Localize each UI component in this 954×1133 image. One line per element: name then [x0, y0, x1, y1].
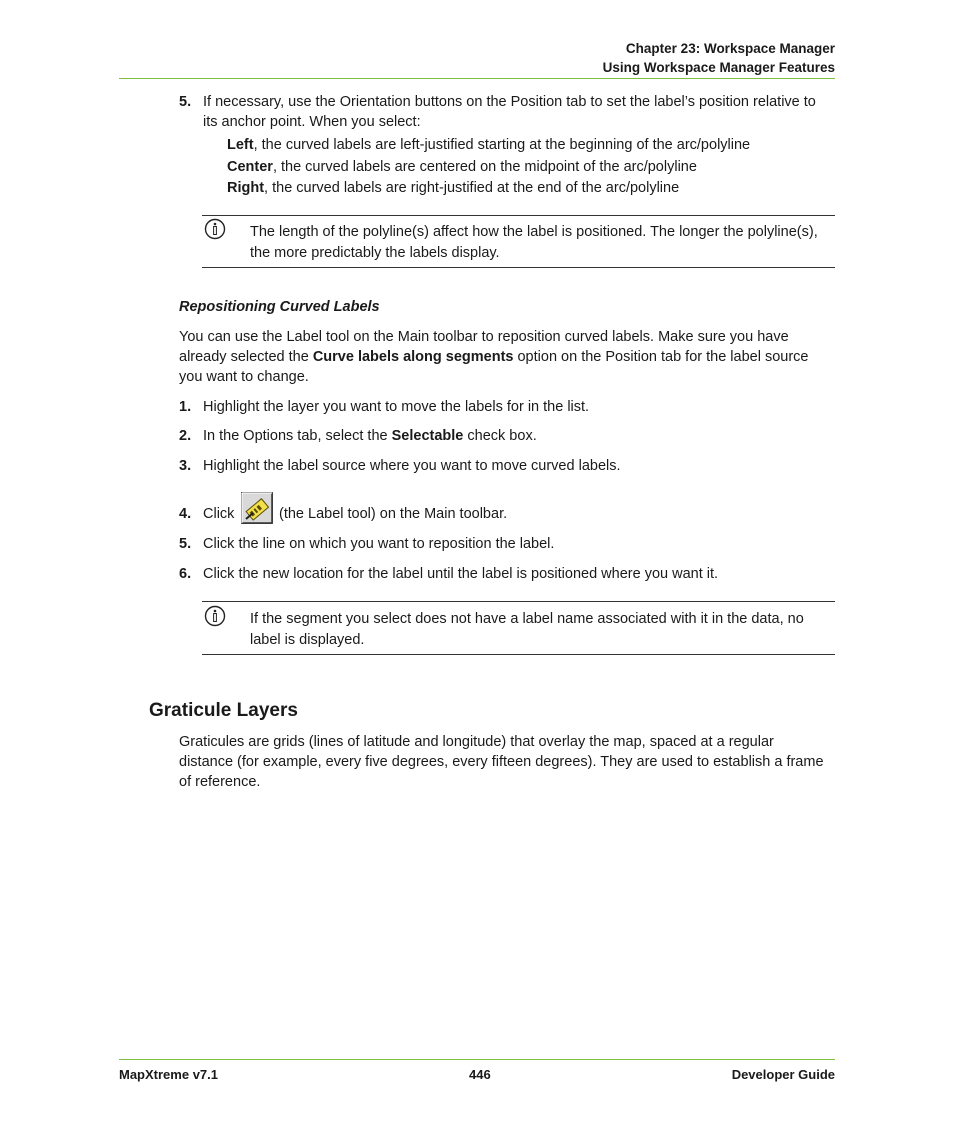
- step-text: Highlight the label source where you want to move curved labels.: [203, 458, 621, 474]
- note-text: [250, 609, 835, 651]
- note-top-rule: [202, 601, 835, 602]
- text-run: option on the Position tab for the label source: [513, 349, 809, 365]
- info-icon: [204, 605, 226, 627]
- step-number: 5.: [179, 536, 192, 552]
- section-header: Using Workspace Manager Features: [602, 60, 835, 75]
- section-paragraph: [179, 732, 835, 792]
- step-text: Highlight the layer you want to move the labels for in the list.: [203, 399, 590, 415]
- chapter-title: Chapter 23: Workspace Manager: [625, 41, 835, 56]
- step-number: 6.: [179, 566, 192, 582]
- note-line: the more predictably the labels display.: [250, 245, 500, 261]
- footer-product: MapXtreme v7.1: [119, 1067, 218, 1082]
- text-run: already selected the: [179, 349, 313, 365]
- option-term: Left: [227, 137, 254, 153]
- step-number: 4.: [179, 506, 192, 522]
- step-number: 2.: [179, 428, 192, 444]
- option-term: Center: [227, 159, 273, 175]
- note-line: If the segment you select does not have a label name associated with it in the data, no: [250, 611, 804, 627]
- intro-paragraph: [179, 327, 835, 387]
- page-number: 446: [469, 1067, 491, 1082]
- option-text: , the curved labels are centered on the midpoint of the arc/polyline: [272, 159, 697, 175]
- paragraph-line: [179, 347, 835, 367]
- footer-divider: [119, 1059, 835, 1060]
- option-text: , the curved labels are right-justified at the end of the arc/polyline: [264, 180, 680, 196]
- option-text: , the curved labels are left-justified starting at the beginning of the arc/polyline: [253, 137, 751, 153]
- text-run: In the Options tab, select the: [203, 428, 392, 444]
- step-text: (the Label tool) on the Main toolbar.: [279, 506, 508, 522]
- note-text: [250, 222, 835, 264]
- footer-guide: Developer Guide: [731, 1067, 835, 1082]
- checkbox-name: Selectable: [391, 428, 464, 444]
- step-number: 3.: [179, 458, 192, 474]
- paragraph-line: of reference.: [179, 774, 261, 790]
- subheading: Repositioning Curved Labels: [179, 299, 380, 315]
- note-top-rule: [202, 215, 835, 216]
- paragraph-line: distance (for example, every five degrees, every fifteen degrees). They are used to establish a frame: [179, 754, 824, 770]
- label-tool-icon: [241, 492, 273, 524]
- option-term: Right: [227, 180, 265, 196]
- paragraph-line: You can use the Label tool on the Main toolbar to reposition curved labels. Make sure you have: [179, 329, 789, 345]
- step-text: [203, 428, 537, 444]
- option-name: Curve labels along segments: [312, 349, 514, 365]
- section-heading: Graticule Layers: [149, 700, 298, 721]
- step-text: Click: [203, 506, 235, 522]
- note-bottom-rule: [202, 267, 835, 268]
- step-number: 1.: [179, 399, 192, 415]
- option-item: [227, 159, 697, 175]
- paragraph-line: Graticules are grids (lines of latitude and longitude) that overlay the map, spaced at a regular: [179, 734, 774, 750]
- step-number: 5.: [179, 94, 192, 110]
- step-text: its anchor point. When you select:: [203, 114, 421, 130]
- note-bottom-rule: [202, 654, 835, 655]
- step-text: Click the line on which you want to reposition the label.: [203, 536, 555, 552]
- note-line: The length of the polyline(s) affect how the label is positioned. The longer the polyline(s),: [250, 224, 818, 240]
- header-divider: [119, 78, 835, 79]
- text-run: check box.: [463, 428, 537, 444]
- step-text: Click the new location for the label until the label is positioned where you want it.: [203, 566, 719, 582]
- option-item: [227, 180, 679, 196]
- step-text: If necessary, use the Orientation buttons on the Position tab to set the label’s position relative to: [203, 94, 816, 110]
- paragraph-line: you want to change.: [179, 369, 309, 385]
- note-line: label is displayed.: [250, 632, 365, 648]
- option-item: [227, 137, 750, 153]
- info-icon: [204, 218, 226, 240]
